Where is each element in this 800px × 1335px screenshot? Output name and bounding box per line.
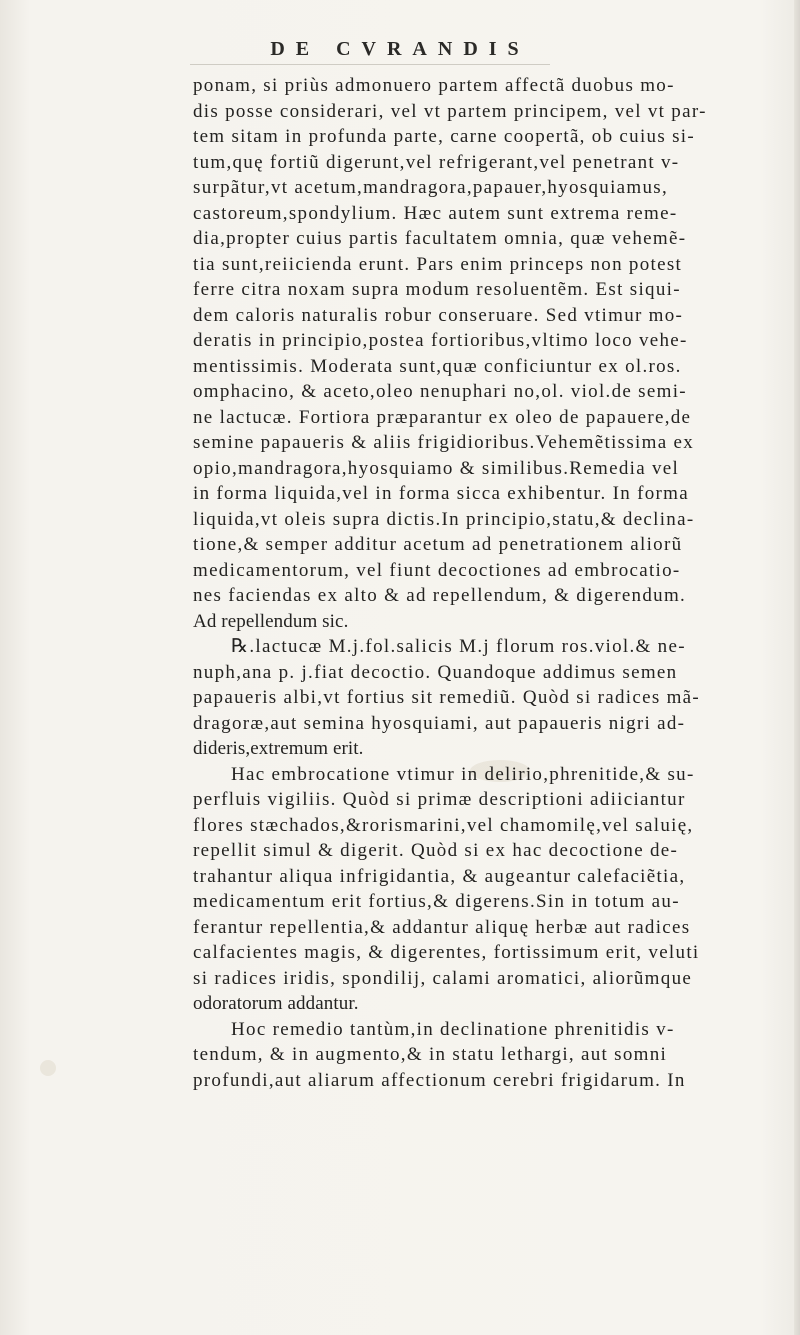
text-line: omphacino, & aceto,oleo nenuphari no,ol. viol.de semi- [193, 381, 687, 402]
text-line: calfacientes magis, & digerentes, fortissimum erit, veluti [193, 942, 700, 963]
text-line: papaueris albi,vt fortius sit remediũ. Quòd si radices mã- [193, 687, 701, 708]
text-line: tendum, & in augmento,& in statu lethargi, aut somni [193, 1044, 668, 1065]
text-line: ℞.lactucæ M.j.fol.salicis M.j florum ros.viol.& ne- [231, 636, 686, 657]
text-line: ferantur repellentia,& addantur aliquę herbæ aut radices [193, 916, 691, 938]
text-line: odoratorum addantur. [193, 993, 359, 1014]
header-rule [190, 64, 550, 65]
text-line: tione,& semper additur acetum ad penetrationem aliorũ [193, 534, 683, 555]
text-line: tia sunt,reiicienda erunt. Pars enim princeps non potest [193, 253, 683, 275]
text-line: castoreum,spondylium. Hæc autem sunt extrema reme- [193, 202, 678, 224]
text-line: medicamentum erit fortius,& digerens.Sin in totum au- [193, 891, 680, 912]
text-line: dem caloris naturalis robur conseruare. Sed vtimur mo- [193, 304, 684, 326]
text-line: medicamentorum, vel fiunt decoctiones ad embrocatio- [193, 559, 681, 581]
text-line: dia,propter cuius partis facultatem omnia, quæ vehemẽ- [193, 228, 687, 249]
text-line: semine papaueris & aliis frigidioribus.Vehemẽtissima ex [193, 432, 695, 453]
text-line: liquida,vt oleis supra dictis.In principio,statu,& declina- [193, 508, 695, 530]
text-line: dis posse considerari, vel vt partem principem, vel vt par- [193, 100, 707, 122]
text-line: Hac embrocatione vtimur in delirio,phrenitide,& su- [231, 763, 695, 785]
text-line: perfluis vigiliis. Quòd si primæ descriptioni adiiciantur [193, 789, 686, 810]
paper-stain [40, 1060, 56, 1076]
text-line: ferre citra noxam supra modum resoluentẽm. Est siqui- [193, 279, 681, 300]
text-line: surpãtur,vt acetum,mandragora,papauer,hyosquiamus, [193, 177, 669, 198]
text-line: dragoræ,aut semina hyosquiami, aut papaueris nigri ad- [193, 712, 686, 734]
text-line: Ad repellendum sic. [193, 610, 349, 632]
text-line: mentissimis. Moderata sunt,quæ conficiuntur ex ol.ros. [193, 355, 682, 377]
text-line: profundi,aut aliarum affectionum cerebri frigidarum. In [193, 1069, 686, 1091]
text-line: dideris,extremum erit. [193, 738, 364, 759]
text-line: Hoc remedio tantùm,in declinatione phrenitidis v- [231, 1018, 675, 1040]
text-line: trahantur aliqua infrigidantia, & augeantur calefaciẽtia, [193, 865, 686, 887]
text-line: flores stæchados,&rorismarini,vel chamomilę,vel saluię, [193, 814, 694, 836]
text-line: ponam, si priùs admonuero partem affectã duobus mo- [193, 75, 675, 96]
text-line: repellit simul & digerit. Quòd si ex hac decoctione de- [193, 840, 679, 861]
text-line: tem sitam in profunda parte, carne coopertã, ob cuius si- [193, 126, 695, 147]
text-line: ne lactucæ. Fortiora præparantur ex oleo de papauere,de [193, 406, 692, 428]
text-line: opio,mandragora,hyosquiamo & similibus.Remedia vel [193, 457, 680, 479]
text-line: si radices iridis, spondilij, calami aromatici, aliorũmque [193, 967, 693, 989]
body-text [193, 73, 765, 1093]
text-line: in forma liquida,vel in forma sicca exhibentur. In forma [193, 483, 689, 504]
text-line: nuph,ana p. j.fiat decoctio. Quandoque addimus semen [193, 661, 678, 683]
page-edge [794, 0, 800, 1335]
running-head: DE CVRANDIS [270, 38, 530, 60]
text-line: deratis in principio,postea fortioribus,vltimo loco vehe- [193, 330, 688, 351]
text-line: nes faciendas ex alto & ad repellendum, & digerendum. [193, 585, 687, 606]
text-line: tum,quę fortiũ digerunt,vel refrigerant,vel penetrant v- [193, 151, 680, 173]
